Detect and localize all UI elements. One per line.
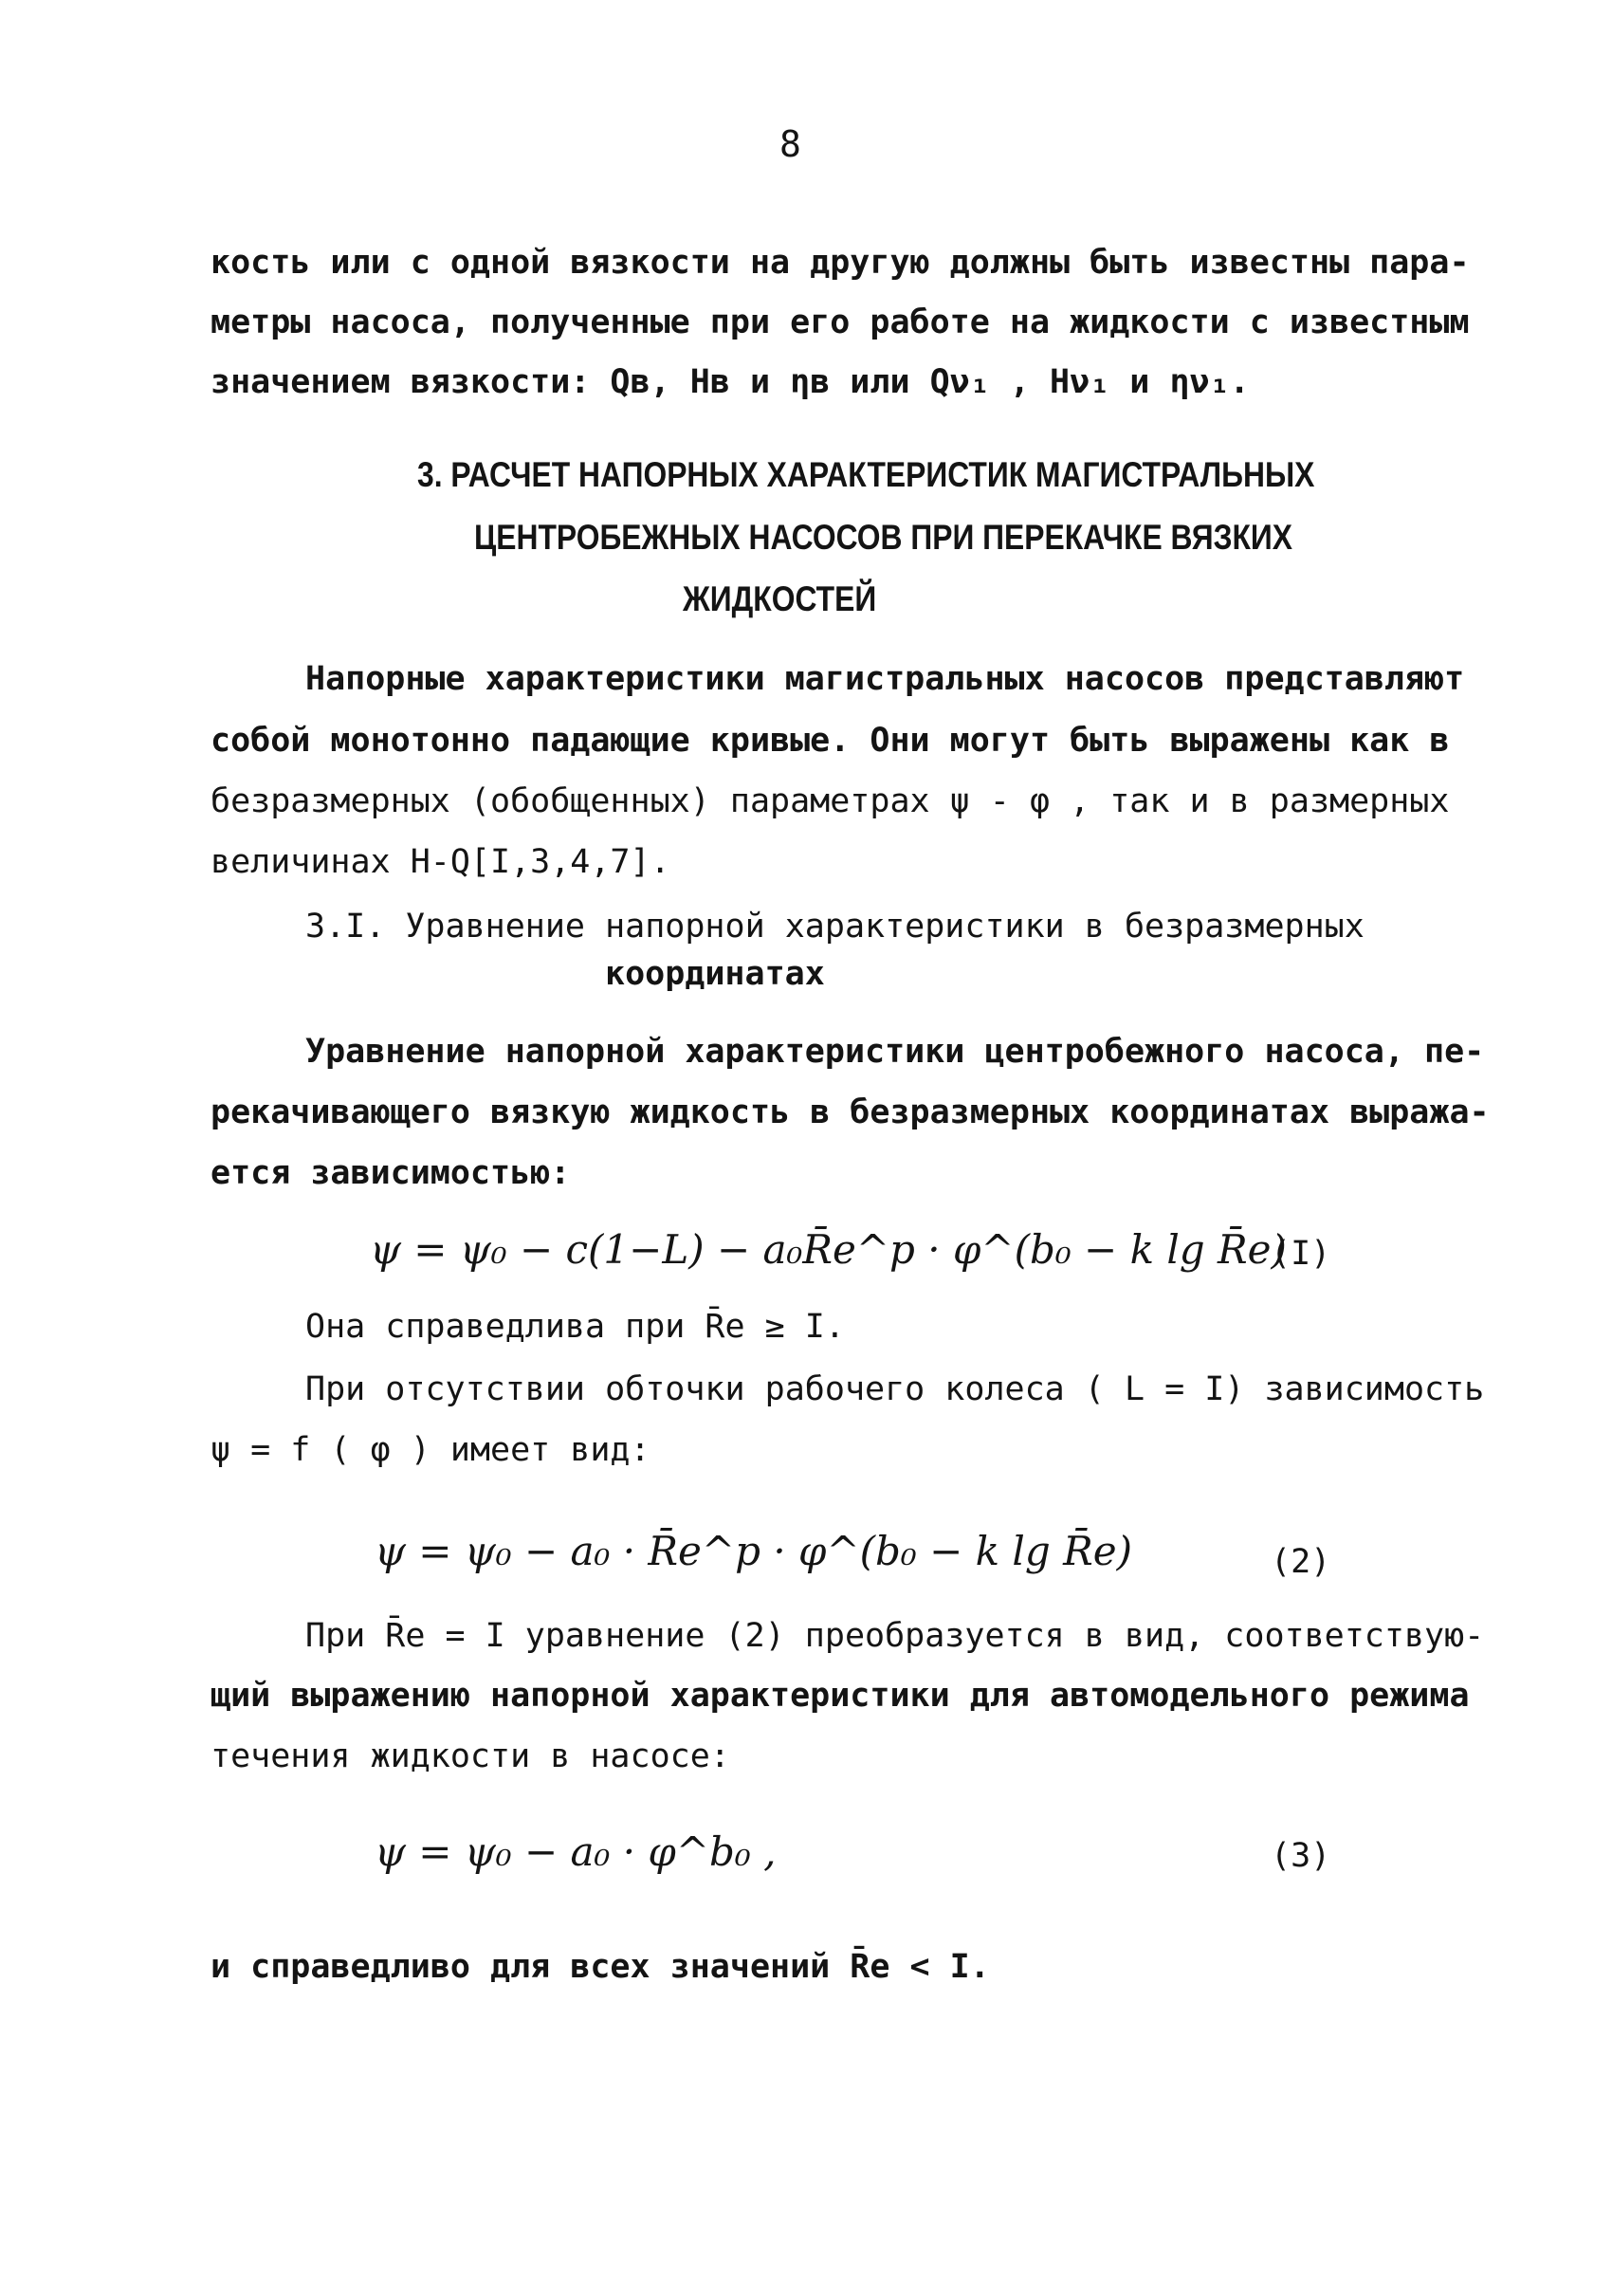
paragraph4-line-3: течения жидкости в насосе: [211,1737,730,1775]
paragraph4-line-2: щий выражению напорной характеристики для автомодельного режима [211,1677,1470,1715]
paragraph2-line-1: Уравнение напорной характеристики центробежного насоса, пе- [305,1033,1485,1071]
section-title-line-2: ЦЕНТРОБЕЖНЫХ НАСОСОВ ПРИ ПЕРЕКАЧКЕ ВЯЗКИХ [474,518,1293,557]
section-title-line-3: ЖИДКОСТЕЙ [683,579,877,618]
subsection-title-line-1: 3.I. Уравнение напорной характеристики в безразмерных [305,908,1365,946]
page-number: 8 [779,123,801,165]
section-title-line-1: 3. РАСЧЕТ НАПОРНЫХ ХАРАКТЕРИСТИК МАГИСТРАЛЬНЫХ [417,455,1315,494]
equation-3-number: (3) [1271,1837,1331,1875]
equation-1: ψ = ψ₀ − c(1−L) − a₀R̄e^p · φ^(b₀ − k lg R̄e) [370,1226,1287,1273]
intro-line-1: кость или с одной вязкости на другую должны быть известны пара- [211,244,1470,282]
paragraph4-line-1: При R̄e = I уравнение (2) преобразуется в вид, соответствую- [305,1617,1485,1655]
subsection-title-line-2: координатах [605,955,825,993]
equation-3: ψ = ψ₀ − a₀ · φ^b₀ , [375,1828,777,1875]
paragraph2-line-2: рекачивающего вязкую жидкость в безразмерных координатах выража- [211,1093,1490,1131]
equation-2: ψ = ψ₀ − a₀ · R̄e^p · φ^(b₀ − k lg R̄e) [375,1528,1132,1574]
paragraph1-line-3: безразмерных (обобщенных) параметрах ψ - φ , так и в размерных [211,782,1450,820]
equation-2-number: (2) [1271,1543,1331,1581]
paragraph2-line-3: ется зависимостью: [211,1154,571,1192]
paragraph3-line-2: ψ = f ( φ ) имеет вид: [211,1431,650,1469]
paragraph1-line-2: собой монотонно падающие кривые. Они могут быть выражены как в [211,722,1450,760]
note-1: Она справедлива при R̄e ≥ I. [305,1308,845,1346]
intro-line-3: значением вязкости: Qв, Hв и ηв или Qν₁ , Hν₁ и ην₁. [211,363,1250,401]
paragraph1-line-4: величинах H-Q[I,3,4,7]. [211,843,670,881]
equation-1-number: (I) [1271,1235,1331,1273]
paragraph3-line-1: При отсутствии обточки рабочего колеса ( L = I) зависимость [305,1370,1485,1408]
intro-line-2: метры насоса, полученные при его работе на жидкости с известным [211,303,1470,341]
paragraph1-line-1: Напорные характеристики магистральных насосов представляют [305,660,1465,698]
closing-line: и справедливо для всех значений R̄e < I. [211,1948,990,1986]
